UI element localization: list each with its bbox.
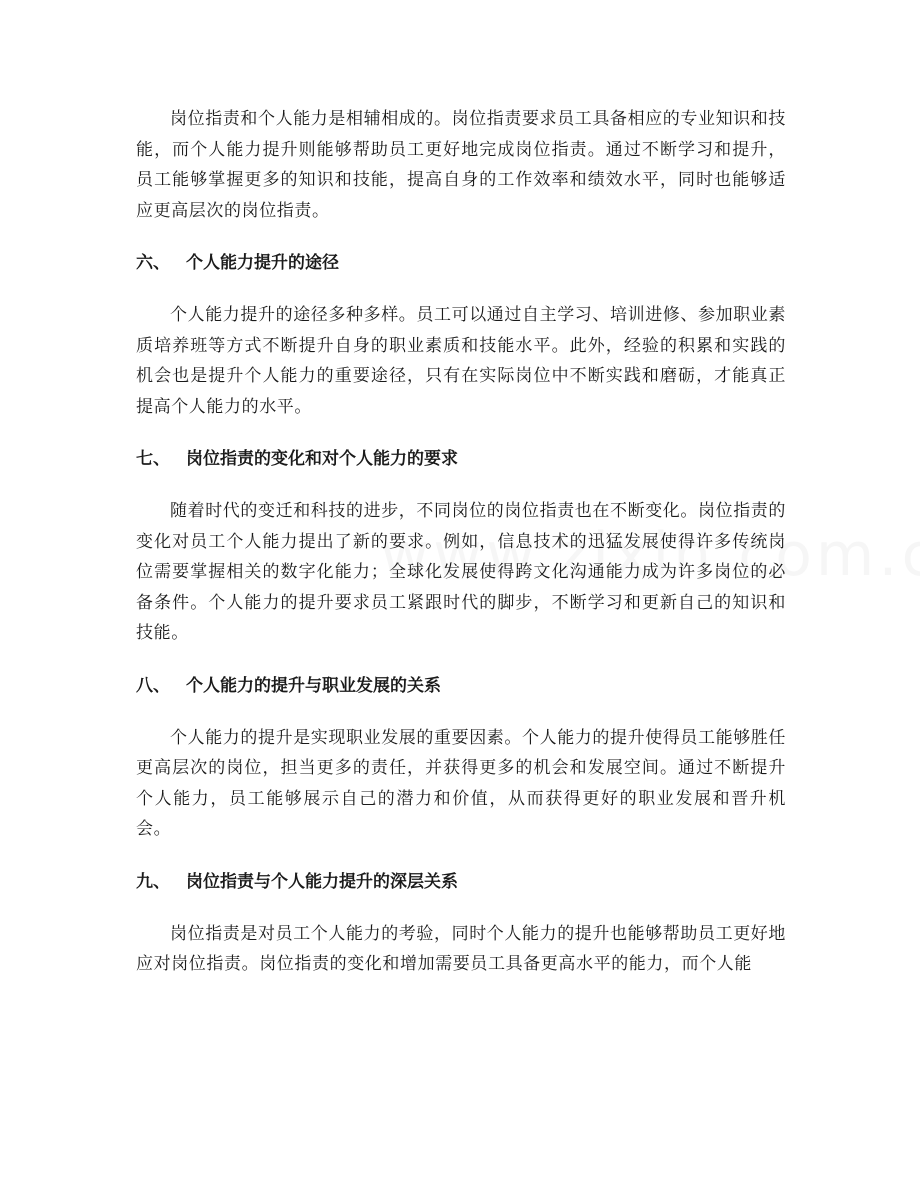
- section-number: 九、: [136, 871, 170, 892]
- intro-paragraph: 岗位指责和个人能力是相辅相成的。岗位指责要求员工具备相应的专业知识和技能，而个人能力提升则能够帮助员工更好地完成岗位指责。通过不断学习和提升，员工能够掌握更多的知识和技能，提高自身的工作效率和绩效水平，同时也能够适应更高层次的岗位指责。: [136, 109, 786, 221]
- section-title: 岗位指责的变化和对个人能力的要求: [186, 449, 458, 469]
- section-heading-9: [136, 867, 786, 897]
- section-body-8: 个人能力的提升是实现职业发展的重要因素。个人能力的提升使得员工能够胜任更高层次的岗位，担当更多的责任，并获得更多的机会和发展空间。通过不断提升个人能力，员工能够展示自己的潜力和价值，从而获得更好的职业发展和晋升机会。: [136, 727, 786, 839]
- section-title: 个人能力的提升与职业发展的关系: [186, 675, 441, 696]
- section-body-6: 个人能力提升的途径多种多样。员工可以通过自主学习、培训进修、参加职业素质培养班等方式不断提升自身的职业素质和技能水平。此外，经验的积累和实践的机会也是提升个人能力的重要途径，只有在实际岗位中不断实践和磨砺，才能真正提高个人能力的水平。: [136, 305, 786, 417]
- section-body-9: 岗位指责是对员工个人能力的考验，同时个人能力的提升也能够帮助员工更好地应对岗位指责。岗位指责的变化和增加需要员工具备更高水平的能力，而个人能: [136, 923, 786, 974]
- section-title: 个人能力提升的途径: [186, 253, 339, 273]
- section-number: 六、: [136, 253, 170, 273]
- section-heading-7: [136, 444, 786, 474]
- section-number: 七、: [136, 449, 170, 469]
- section-heading-8: [136, 671, 786, 701]
- document-page: [136, 104, 786, 980]
- section-number: 八、: [136, 675, 170, 696]
- section-heading-6: [136, 248, 786, 278]
- section-body-7: 随着时代的变迁和科技的进步，不同岗位的岗位指责也在不断变化。岗位指责的变化对员工个人能力提出了新的要求。例如，信息技术的迅猛发展使得许多传统岗位需要掌握相关的数字化能力；全球化发展使得跨文化沟通能力成为许多岗位的必备条件。个人能力的提升要求员工紧跟时代的脚步，不断学习和更新自己的知识和技能。: [136, 501, 786, 643]
- section-title: 岗位指责与个人能力提升的深层关系: [186, 871, 458, 892]
